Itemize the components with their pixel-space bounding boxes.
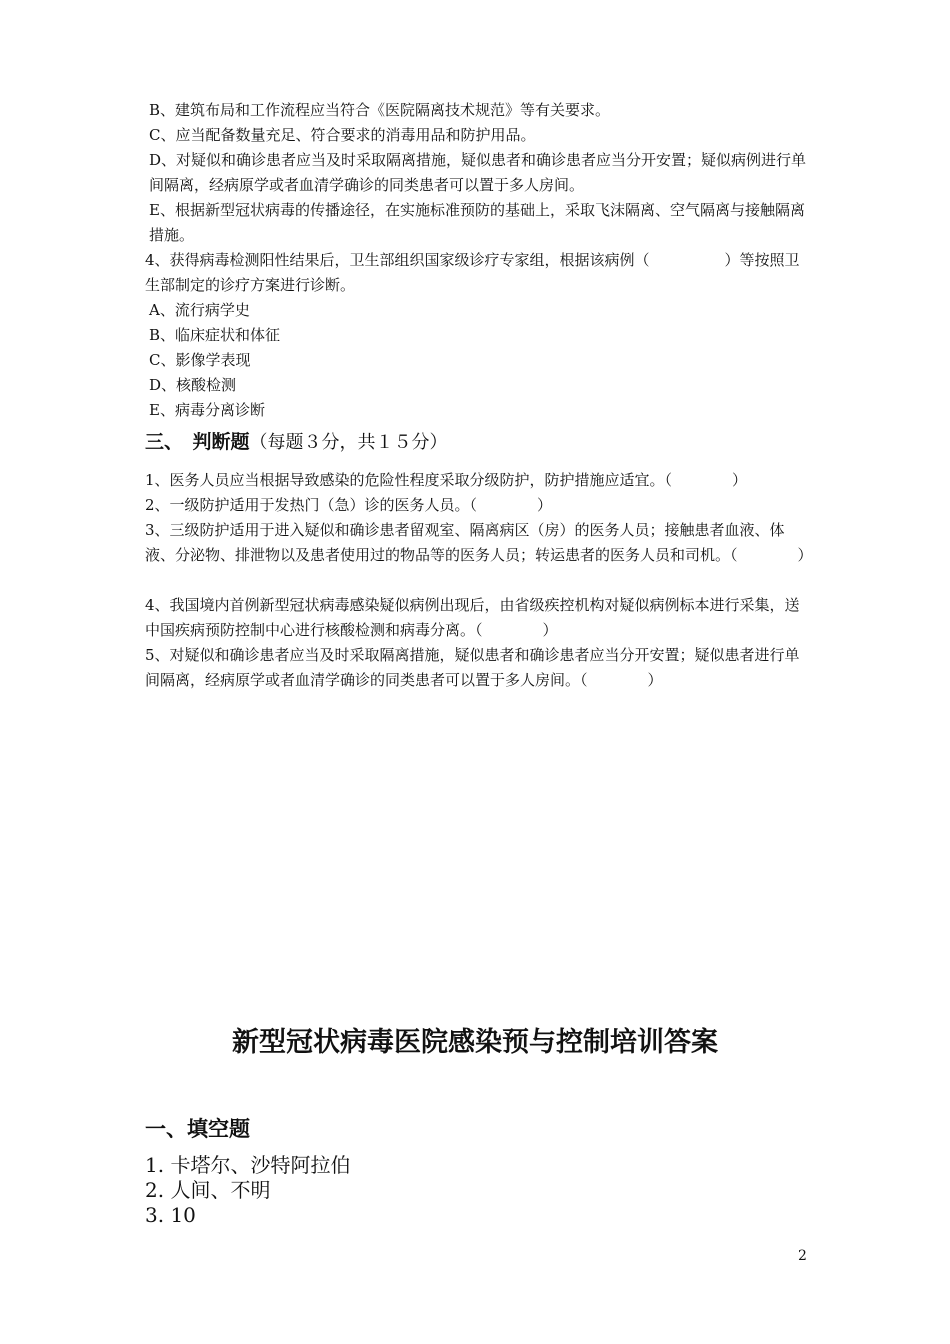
judge-item-2: 2、一级防护适用于发热门（急）诊的医务人员。（ ） xyxy=(145,496,553,514)
q4-option-c: C、影像学表现 xyxy=(149,351,251,369)
q4-option-a: A、流行病学史 xyxy=(149,301,250,319)
judge-item-1: 1、医务人员应当根据导致感染的危险性程度采取分级防护，防护措施应适宜。（ ） xyxy=(145,471,748,489)
q4-option-d: D、核酸检测 xyxy=(149,376,237,394)
section-3-title: 三、 判断题 xyxy=(145,431,250,453)
section-3-heading xyxy=(145,428,448,457)
answer-item-2: 2. 人间、不明 xyxy=(145,1178,271,1202)
judge-item-3: 3、三级防护适用于进入疑似和确诊患者留观室、隔离病区（房）的医务人员；接触患者血液、体液、分泌物、排泄物以及患者使用过的物品等的医务人员；转运患者的医务人员和司机。（ ） xyxy=(145,521,813,564)
q3-option-e: E、根据新型冠状病毒的传播途径，在实施标准预防的基础上，采取飞沫隔离、空气隔离与接触隔离措施。 xyxy=(149,201,805,244)
judge-item-4: 4、我国境内首例新型冠状病毒感染疑似病例出现后，由省级疾控机构对疑似病例标本进行采集，送中国疾病预防控制中心进行核酸检测和病毒分离。（ ） xyxy=(145,596,800,639)
q4-option-b: B、临床症状和体征 xyxy=(149,326,281,344)
q4-question: 4、获得病毒检测阳性结果后，卫生部组织国家级诊疗专家组，根据该病例（ ）等按照卫生部制定的诊疗方案进行诊断。 xyxy=(145,251,800,294)
q4-option-e: E、病毒分离诊断 xyxy=(149,401,265,419)
answer-item-3: 3. 10 xyxy=(145,1203,196,1227)
section-3-scoring-note: （每题３分，共１５分） xyxy=(249,432,448,453)
answer-title: 新型冠状病毒医院感染预与控制培训答案 xyxy=(232,1027,718,1058)
q3-option-b: B、建筑布局和工作流程应当符合《医院隔离技术规范》等有关要求。 xyxy=(149,101,611,119)
page-number: 2 xyxy=(798,1248,807,1264)
answer-section-1-heading: 一、填空题 xyxy=(145,1116,250,1141)
answer-item-1: 1. 卡塔尔、沙特阿拉伯 xyxy=(145,1153,351,1177)
judge-item-5: 5、对疑似和确诊患者应当及时采取隔离措施，疑似患者和确诊患者应当分开安置；疑似患者进行单间隔离，经病原学或者血清学确诊的同类患者可以置于多人房间。（ ） xyxy=(145,646,800,689)
q3-option-d: D、对疑似和确诊患者应当及时采取隔离措施，疑似患者和确诊患者应当分开安置；疑似病例进行单间隔离，经病原学或者血清学确诊的同类患者可以置于多人房间。 xyxy=(149,151,807,194)
q3-option-c: C、应当配备数量充足、符合要求的消毒用品和防护用品。 xyxy=(149,126,536,144)
